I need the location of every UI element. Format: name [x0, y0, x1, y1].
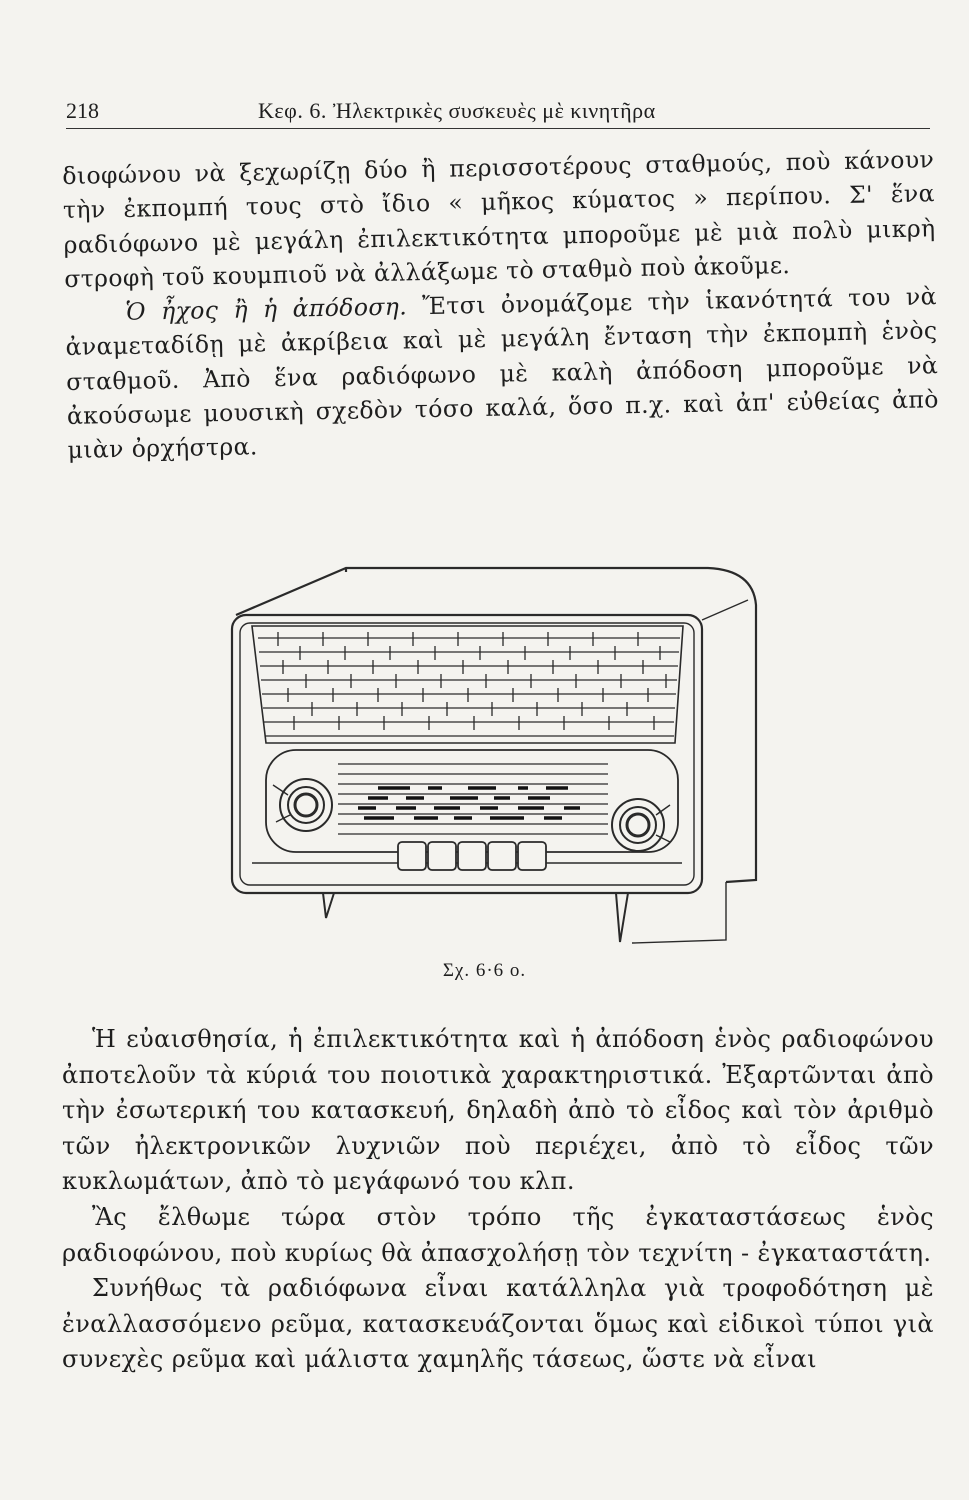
paragraph-installation: Ἂς ἔλθωμε τώρα στὸν τρόπο τῆς ἐγκαταστάσεως ἑνὸς ραδιοφώνου, ποὺ κυρίως θὰ ἀπασχολήσῃ τὸν τεχνίτη - ἐγκαταστάτη. [62, 1203, 934, 1267]
page-number: 218 [66, 98, 99, 123]
term-heading: Ὁ ἦχος ἢ ἡ ἀπόδοση. [125, 292, 408, 326]
paragraph-text: Ἔτσι ὀνομάζομε τὴν ἱκανότητά του νὰ ἀναμεταδίδῃ μὲ ἀκρίβεια καὶ μὲ μεγάλη ἔνταση τὴν ἐκπομπὴ ἑνὸς σταθμοῦ. Ἀπὸ ἕνα ραδιόφωνο μὲ καλὴ ἀπόδοση μποροῦμε νὰ ἀκούσωμε μουσικὴ σχεδὸν τόσο καλά, ὅσο π.χ. καὶ ἀπ' εὐθείας ἀπὸ μιὰν ὀρχήστρα. [65, 282, 940, 465]
figure-caption: Σχ. 6·6 ο. [442, 960, 527, 981]
page-header [66, 96, 930, 129]
paragraph-power-supply: Συνήθως τὰ ραδιόφωνα εἶναι κατάλληλα γιὰ τροφοδότηση μὲ ἐναλλασσόμενο ρεῦμα, κατασκευάζονται ὅμως καὶ εἰδικοὶ τύποι γιὰ συνεχὲς ρεῦμα καὶ μάλιστα χαμηλῆς τάσεως, ὥστε νὰ εἶναι [62, 1274, 934, 1373]
paragraph-text: διοφώνου νὰ ξεχωρίζῃ δύο ἢ περισσοτέρους σταθμούς, ποὺ κάνουν τὴν ἐκπομπή τους στὸ ἴδιο « μῆκος κύματος » περίπου. Σ' ἕνα ραδιόφωνο μὲ μεγάλη ἐπιλεκτικότητα μποροῦμε μὲ μιὰ πολὺ μικρὴ στροφὴ τοῦ κουμπιοῦ νὰ ἀλλάξωμε τὸ σταθμὸ ποὺ ἀκοῦμε. [62, 145, 936, 293]
tuning-knob-left-icon [273, 779, 332, 831]
paragraph-selectivity [62, 142, 940, 467]
band-selector-keys-icon [398, 842, 546, 870]
paragraph-quality: Ἡ εὐαισθησία, ἡ ἐπιλεκτικότητα καὶ ἡ ἀπόδοση ἑνὸς ραδιοφώνου ἀποτελοῦν τὰ κύριά του ποιοτικὰ χαρακτηριστικά. Ἐξαρτῶνται ἀπὸ τὴν ἐσωτερική του κατασκευή, δηλαδὴ ἀπὸ τὸ εἶδος καὶ τὸν ἀριθμὸ τῶν ἠλεκτρονικῶν λυχνιῶν ποὺ περιέχει, ἀπὸ τὸ εἶδος τῶν κυκλωμάτων, ἀπὸ τὸ μεγάφωνό του κλπ. [62, 1025, 934, 1195]
radio-illustration [228, 560, 768, 950]
tuning-knob-right-icon [612, 799, 670, 851]
running-head: Κεφ. 6. Ἠλεκτρικὲς συσκευὲς μὲ κινητῆρα [258, 98, 656, 123]
